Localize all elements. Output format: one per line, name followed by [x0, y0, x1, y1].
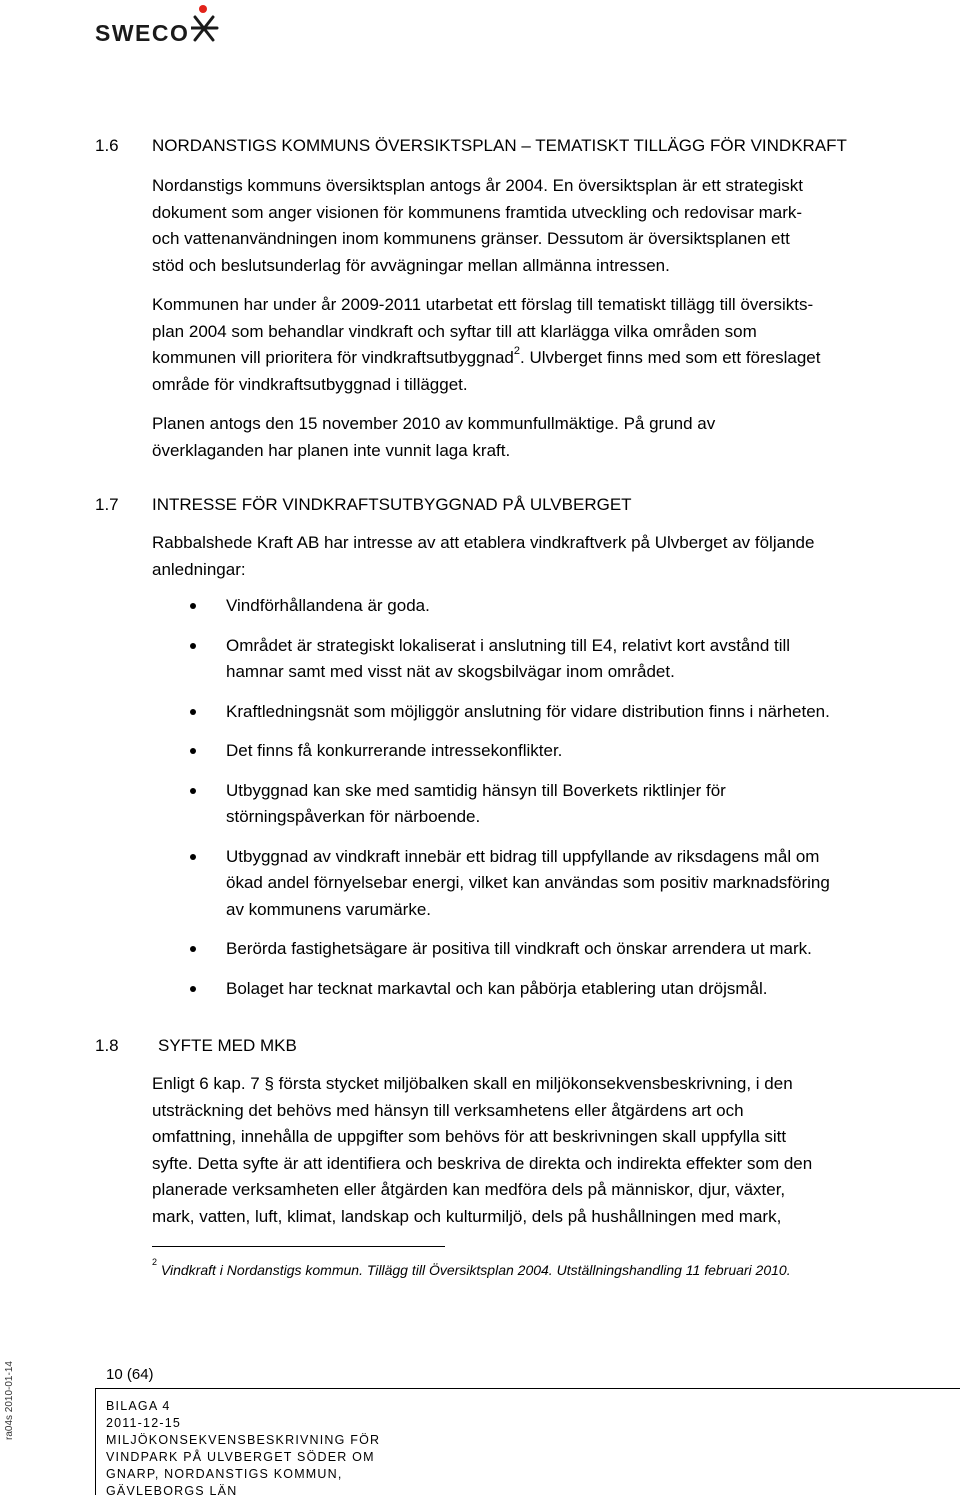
section-number: 1.6 — [95, 136, 119, 155]
reasons-list — [152, 593, 952, 1002]
paragraph-mkb-purpose: Enligt 6 kap. 7 § första stycket miljöbalken skall en miljökonsekvensbeskrivning, i den utsträckning det behövs med hänsyn till verksamhetens eller åtgärdens art och omfattning, innehålla de uppgifter som behövs för att beskrivningen skall uppfylla sitt syfte. Detta syfte är att identifiera och beskriva de direkta och indirekta effekter som den planerade verksamheten eller åtgärden kan medföra dels på människor, djur, växter, mark, vatten, luft, klimat, landskap och kulturmiljö, dels på hushållningen med mark, — [152, 1074, 813, 1226]
bullet-icon — [190, 986, 196, 992]
section-title: SYFTE MED MKB — [158, 1036, 297, 1055]
footer-document-info: BILAGA 4 2011-12-15 MILJÖKONSEKVENSBESKRIVNING FÖR VINDPARK PÅ ULVBERGET SÖDER OM GNARP, NORDANSTIGS KOMMUN, GÄVLEBORGS LÄN — [106, 1399, 381, 1498]
bullet-icon — [190, 748, 196, 754]
list-item: Området är strategiskt lokaliserat i anslutning till E4, relativt kort avstånd till hamnar samt med visst nät av skogsbilvägar inom området. — [152, 633, 952, 686]
footnote-number: 2 — [152, 1257, 158, 1268]
logo-text: SWECO — [95, 20, 190, 46]
footnote-ref: 2 — [513, 345, 521, 358]
paragraph-thematic-addendum: Kommunen har under år 2009-2011 utarbetat ett förslag till tematiskt tillägg till översikts- plan 2004 som behandlar vindkraft och syftar till att klarlägga vilka områden som kommunen vill prioritera för vindkraftsutbyggnad$^2$. Ulvberget finns med som ett föreslaget område för vindkraftsutbyggnad i tillägget. — [152, 295, 821, 394]
bullet-icon — [190, 854, 196, 860]
sweco-star-icon — [191, 4, 219, 44]
footnote-text: Vindkraft i Nordanstigs kommun. Tillägg till Översiktsplan 2004. Utställningshandling 11 februari 2010. — [160, 1262, 791, 1278]
bullet-icon — [190, 643, 196, 649]
footnote — [152, 1257, 791, 1278]
section-number: 1.8 — [95, 1036, 119, 1055]
footer-vertical-rule — [95, 1388, 96, 1495]
list-item: Utbyggnad av vindkraft innebär ett bidrag till uppfyllande av riksdagens mål om ökad andel förnyelsebar energi, vilket kan användas som positiv marknadsföring av kommunens varumärke. — [152, 844, 952, 924]
paragraph-plan-adopted: Planen antogs den 15 november 2010 av kommunfullmäktige. På grund av överklaganden har planen inte vunnit laga kraft. — [152, 414, 716, 460]
list-item: Bolaget har tecknat markavtal och kan påbörja etablering utan dröjsmål. — [152, 976, 952, 1003]
paragraph-interest-intro: Rabbalshede Kraft AB har intresse av att etablera vindkraftverk på Ulvberget av följande anledningar: — [152, 533, 815, 579]
section-title: INTRESSE FÖR VINDKRAFTSUTBYGGNAD PÅ ULVBERGET — [152, 495, 632, 514]
bullet-icon — [190, 603, 196, 609]
bullet-icon — [190, 946, 196, 952]
bullet-icon — [190, 788, 196, 794]
page-number: 10 (64) — [106, 1366, 154, 1383]
list-item: Berörda fastighetsägare är positiva till vindkraft och önskar arrendera ut mark. — [152, 936, 952, 963]
bullet-icon — [190, 709, 196, 715]
list-item: Vindförhållandena är goda. — [152, 593, 952, 620]
list-item: Det finns få konkurrerande intressekonflikter. — [152, 738, 952, 765]
list-item: Utbyggnad kan ske med samtidig hänsyn till Boverkets riktlinjer för störningspåverkan för närboende. — [152, 778, 952, 831]
list-item: Kraftledningsnät som möjliggör anslutning för vidare distribution finns i närheten. — [152, 699, 952, 726]
section-title: NORDANSTIGS KOMMUNS ÖVERSIKTSPLAN – TEMATISKT TILLÄGG FÖR VINDKRAFT — [152, 136, 847, 155]
paragraph-overview: Nordanstigs kommuns översiktsplan antogs år 2004. En översiktsplan är ett strategiskt dokument som anger visionen för kommunens framtida utveckling och redovisar mark- och vattenanvändningen inom kommunens gränser. Dessutom är översiktsplanen ett stöd och beslutsunderlag för avvägningar mellan allmänna intressen. — [152, 176, 804, 275]
template-stamp: ra04s 2010-01-14 — [4, 1361, 15, 1440]
footer-divider — [95, 1388, 960, 1389]
section-number: 1.7 — [95, 495, 119, 514]
footnote-divider — [152, 1246, 445, 1247]
